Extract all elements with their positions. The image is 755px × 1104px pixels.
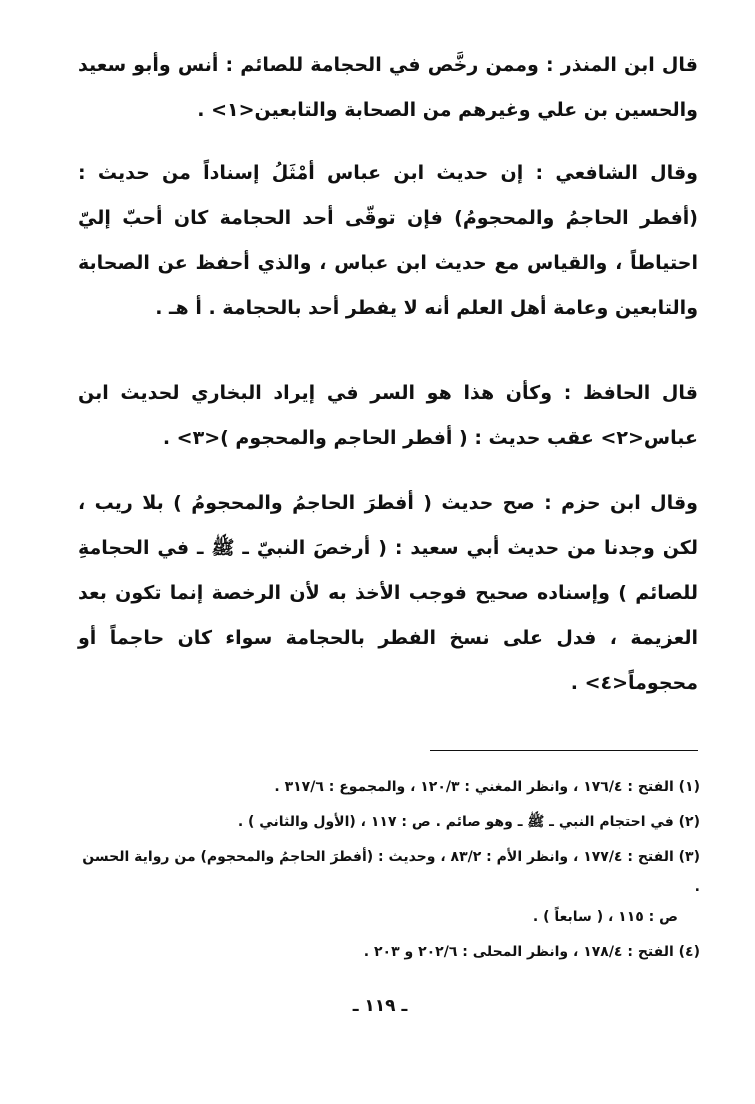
footnote-separator xyxy=(430,750,698,751)
paragraph-ibn-hazm: وقال ابن حزم : صح حديث ( أفطرَ الحاجمُ والمحجومُ ) بلا ريب ، لكن وجدنا من حديث أبي سعيد : ( أرخصَ النبيّ ـ ﷺ ـ في الحجامةِ للصائم ) وإسناده صحيح فوجب الأخذ به لأن الرخصة إنما تكون بعد العزيمة ، فدل على نسخ الفطر بالحجامة سواء كان حاجماً أو محجوماً<٤> . xyxy=(78,492,698,694)
footnote-3-continuation: ص : ١١٥ ، ( سابعاً ) . xyxy=(532,909,678,925)
footnote-3: (٣) الفتح : ١٧٧/٤ ، وانظر الأم : ٨٣/٢ ، وحديث : (أفطرَ الحاجمُ والمحجوم) من رواية الحسن . xyxy=(82,849,700,895)
footnote-1: (١) الفتح : ١٧٦/٤ ، وانظر المغني : ١٢٠/٣ ، والمجموع : ٣١٧/٦ . xyxy=(274,779,700,795)
footnotes xyxy=(78,772,700,967)
footnote-4: (٤) الفتح : ١٧٨/٤ ، وانظر المحلى : ٢٠٢/٦ و ٢٠٣ . xyxy=(363,944,700,960)
paragraph-ibn-al-mundhir: قال ابن المنذر : وممن رخَّص في الحجامة للصائم : أنس وأبو سعيد والحسين بن علي وغيرهم من الصحابة والتابعين<١> . xyxy=(78,54,698,121)
page-number: ـ ١١٩ ـ xyxy=(352,996,408,1016)
paragraph-al-hafiz: قال الحافظ : وكأن هذا هو السر في إيراد البخاري لحديث ابن عباس<٢> عقب حديث : ( أفطر الحاجم والمحجوم )<٣> . xyxy=(78,382,698,449)
paragraph-al-shafii: وقال الشافعي : إن حديث ابن عباس أمْثَلُ إسناداً من حديث : (أفطر الحاجمُ والمحجومُ) فإن توقّى أحد الحجامة كان أحبّ إليّ احتياطاً ، والقياس مع حديث ابن عباس ، والذي أحفظ عن الصحابة والتابعين وعامة أهل العلم أنه لا يفطر أحد بالحجامة . أ هـ . xyxy=(78,162,698,319)
footnote-2: (٢) في احتجام النبي ـ ﷺ ـ وهو صائم . ص : ١١٧ ، (الأول والثاني ) . xyxy=(237,814,700,830)
